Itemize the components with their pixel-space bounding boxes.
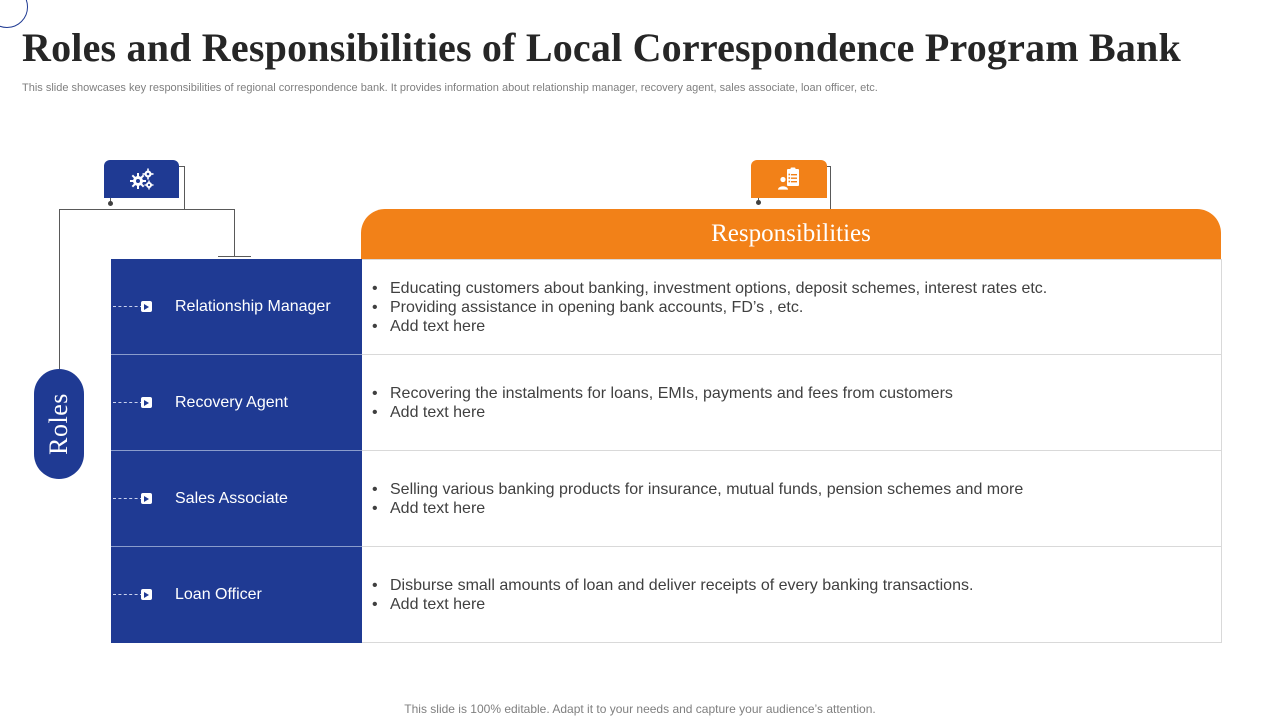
bullet-item: • Recovering the instalments for loans, EMIs, payments and fees from customers [390,384,953,403]
responsibilities-header [361,209,1221,259]
table-row [111,355,1222,451]
footer-note: This slide is 100% editable. Adapt it to your needs and capture your audience’s attention. [404,702,876,716]
bullet-item: • Add text here [390,595,973,614]
person-clipboard-icon [776,167,802,196]
connector-line [830,166,831,209]
connector-line [218,256,251,257]
responsibilities-label: Responsibilities [711,220,871,247]
bullet-item: • Add text here [390,403,953,422]
responsibility-cell [362,355,1222,451]
bullet-list [362,279,1047,336]
dashed-connector [113,306,143,307]
dashed-connector [113,594,143,595]
connector-line [59,209,235,210]
dashed-connector [113,402,143,403]
bullet-list [362,480,1023,518]
table-row [111,547,1222,643]
table-row [111,259,1222,355]
responsibility-cell [362,547,1222,643]
bullet-item: • Add text here [390,499,1023,518]
role-label: Relationship Manager [175,297,331,315]
role-cell [111,547,362,643]
dashed-connector [113,498,143,499]
role-cell [111,451,362,547]
roles-responsibilities-table [111,259,1222,643]
bullet-item: • Disburse small amounts of loan and deliver receipts of every banking transactions. [390,576,973,595]
responsibilities-icon-tab [751,160,827,198]
arrow-right-icon [141,397,152,408]
bullet-list [362,576,973,614]
bullet-item: • Educating customers about banking, investment options, deposit schemes, interest rates etc. [390,279,1047,298]
responsibility-cell [362,451,1222,547]
table-row [111,451,1222,547]
connector-dot [756,200,761,205]
connector-line [184,166,185,210]
role-label: Loan Officer [175,586,262,603]
bullet-list [362,384,953,422]
roles-label: Roles [44,393,74,455]
arrow-right-icon [141,493,152,504]
page-title: Roles and Responsibilities of Local Correspondence Program Bank [22,25,1181,70]
connector-line [59,209,60,369]
gears-icon [128,167,156,196]
arrow-right-icon [141,301,152,312]
connector-dot [108,201,113,206]
responsibility-cell [362,259,1222,355]
arrow-right-icon [141,589,152,600]
role-cell [111,355,362,451]
role-label: Recovery Agent [175,393,288,411]
connector-line [234,209,235,256]
page-subtitle: This slide showcases key responsibilities of regional correspondence bank. It provides information about relationship manager, recovery agent, sales associate, loan officer, etc. [22,82,878,94]
bullet-item: • Providing assistance in opening bank accounts, FD’s , etc. [390,298,1047,317]
role-cell [111,259,362,355]
bullet-item: • Add text here [390,317,1047,336]
bullet-item: • Selling various banking products for insurance, mutual funds, pension schemes and more [390,480,1023,499]
roles-icon-tab [104,160,179,198]
role-label: Sales Associate [175,489,288,507]
roles-label-pill [34,369,84,479]
